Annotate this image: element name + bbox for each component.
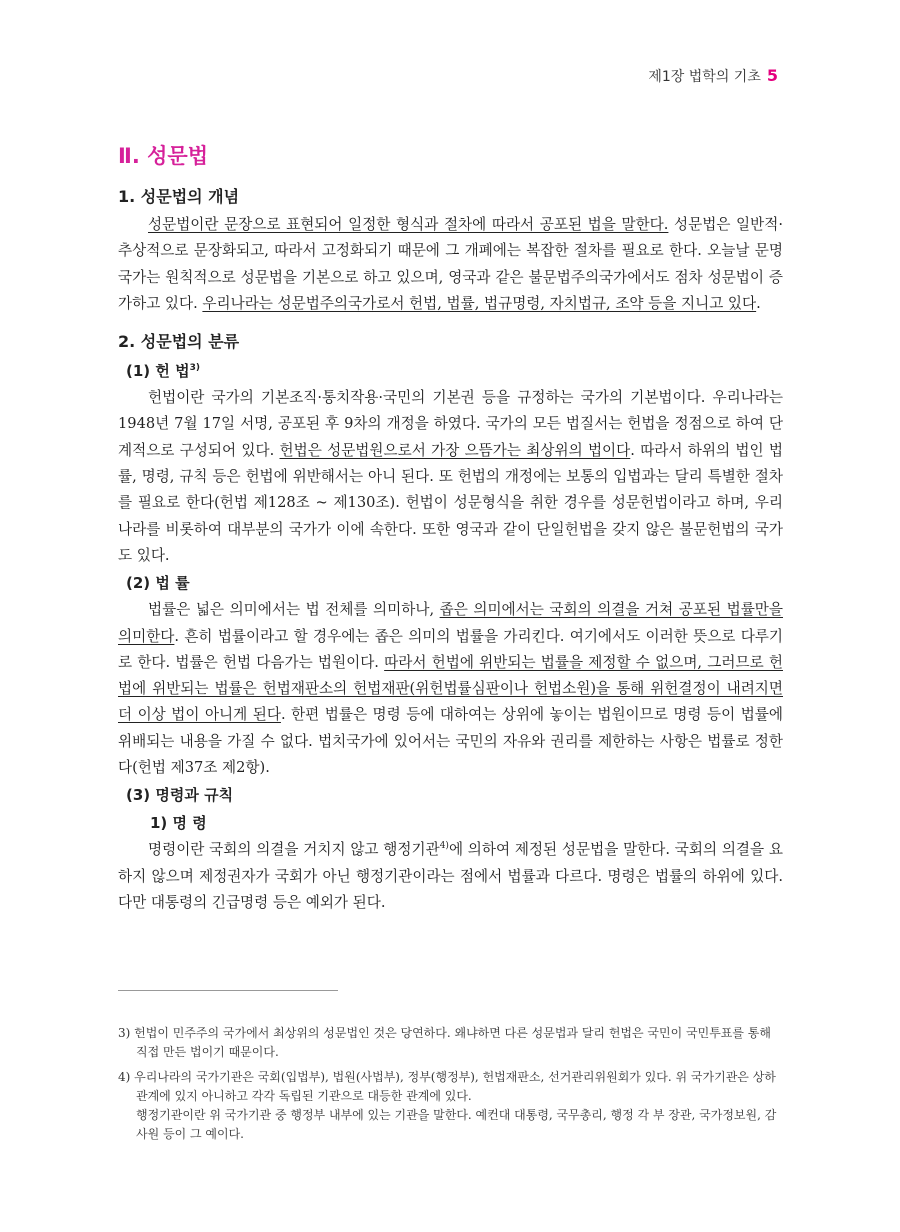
concept-underline-1: 성문법이란 문장으로 표현되어 일정한 형식과 절차에 따라서 공포된 법을 말한다. <box>148 216 669 233</box>
footnote-ref-3[interactable]: 3) <box>189 363 200 374</box>
footnote-4-mark: 4) <box>118 1070 131 1084</box>
constitution-heading <box>118 357 783 385</box>
concept-heading: 1. 성문법의 개념 <box>118 187 240 206</box>
footnote-divider <box>118 990 338 991</box>
footnote-3-text: 헌법이 민주주의 국가에서 최상위의 성문법인 것은 당연하다. 왜냐하면 다른 성문법과 달리 헌법은 국민이 국민투표를 통해 직접 만든 법이기 때문이다. <box>134 1026 771 1059</box>
constitution-text-2: . 따라서 하위의 법인 법률, 명령, 규칙 등은 헌법에 위반해서는 아니 된다. 또 헌법의 개정에는 보통의 입법과는 달리 특별한 절차를 필요로 한다(헌법 제128조 ~ 제130조). 헌법이 성문형식을 취한 경우를 성문헌법이라고 하며, 우리나라를 비롯하여 대부분의 국가가 이에 속한다. 또한 영국과 같이 단일헌법을 갖지 않은 불문헌법의 국가도 있다. <box>118 441 783 564</box>
law-underline-2: 따라서 헌법에 위반되는 법률을 제정할 수 없으며, 그러므로 헌법에 위반되는 법률은 헌법재판소의 헌법재판(위헌법률심판이나 헌법소원)을 통해 위헌결정이 내려지면 더 이상 법이 아니게 된다 <box>118 653 783 724</box>
orders-heading <box>118 781 783 809</box>
decree-text-2: 에 의하여 제정된 성문법을 말한다. 국회의 의결을 요하지 않으며 제정권자가 국회가 아닌 행정기관이라는 점에서 법률과 다르다. 명령은 법률의 하위에 있다. 다만 대통령의 긴급명령 등은 예외가 된다. <box>118 841 783 911</box>
law-title: 법 률 <box>155 574 190 593</box>
concept-paragraph <box>118 212 783 317</box>
classification-heading: 2. 성문법의 분류 <box>118 332 240 352</box>
footnote-3-mark: 3) <box>118 1026 131 1040</box>
footnote-4-text-2: 행정기관이란 위 국가기관 중 행정부 내부에 있는 기관을 말한다. 예컨대 대통령, 국무총리, 행정 각 부 장관, 국가정보원, 감사원 등이 그 예이다. <box>136 1108 777 1141</box>
footnote-ref-4[interactable]: 4) <box>439 841 449 852</box>
constitution-paragraph <box>118 385 783 569</box>
footnote-4-text-1: 우리나라의 국가기관은 국회(입법부), 법원(사법부), 정부(행정부), 헌법재판소, 선거관리위원회가 있다. 위 국가기관은 상하 관계에 있지 아니하고 각각 독립된 기관으로 대등한 관계에 있다. <box>134 1070 776 1103</box>
constitution-text-1: 헌법이란 국가의 기본조직·통치작용·국민의 기본권 등을 규정하는 국가의 기본법이다. 우리나라는 1948년 7월 17일 서명, 공포된 후 9차의 개정을 하였다. 국가의 모든 법질서는 헌법을 정점으로 하여 단계적으로 구성되어 있다. <box>118 389 783 459</box>
law-paragraph <box>118 597 783 781</box>
concept-text-2: . <box>756 294 761 312</box>
decree-paragraph <box>118 837 783 916</box>
law-underline-1: 좁은 의미에서는 국회의 의결을 거쳐 공포된 법률만을 의미한다 <box>118 601 783 645</box>
page-number: 5 <box>766 66 778 85</box>
concept-underline-2: 우리나라는 성문법주의국가로서 헌법, 법률, 법규명령, 자치법규, 조약 등을 지니고 있다 <box>202 294 757 312</box>
main-content <box>118 140 783 916</box>
constitution-underline-1: 헌법은 성문법원으로서 가장 으뜸가는 최상위의 법이다 <box>279 441 631 459</box>
running-head <box>648 66 778 86</box>
footnote-4 <box>118 1068 783 1144</box>
decree-text-1: 명령이란 국회의 의결을 거치지 않고 행정기관 <box>148 841 440 859</box>
law-text-3: . 한편 법률은 명령 등에 대하여는 상위에 놓이는 법원이므로 명령 등이 법률에 위배되는 내용을 가질 수 없다. 법치국가에 있어서는 국민의 자유와 권리를 제한하는 사항은 법률로 정한다(헌법 제37조 제2항). <box>118 706 783 777</box>
law-text-1: 법률은 넓은 의미에서는 법 전체를 의미하나, <box>148 601 440 619</box>
law-num: (2) <box>126 574 151 593</box>
constitution-num: (1) <box>126 362 151 381</box>
footnotes <box>118 1024 783 1150</box>
chapter-title: 제1장 법학의 기초 <box>648 69 761 85</box>
footnote-3 <box>118 1024 783 1062</box>
law-heading <box>118 569 783 597</box>
concept-text-1: 성문법은 일반적·추상적으로 문장화되고, 따라서 고정화되기 때문에 그 개폐에는 복잡한 절차를 필요로 한다. 오늘날 문명국가는 원칙적으로 성문법을 기본으로 하고 있으며, 영국과 같은 불문법주의국가에서도 점차 성문법이 증가하고 있다. <box>118 216 783 312</box>
orders-title: 명령과 규칙 <box>155 786 234 805</box>
constitution-title: 헌 법 <box>155 362 190 381</box>
law-text-2: . 흔히 법률이라고 할 경우에는 좁은 의미의 법률을 가리킨다. 여기에서도 이러한 뜻으로 다루기로 한다. 법률은 헌법 다음가는 법원이다. <box>118 627 783 671</box>
section-title: Ⅱ. 성문법 <box>118 144 208 168</box>
orders-num: (3) <box>126 786 151 805</box>
decree-num: 1) <box>150 814 168 833</box>
decree-title: 명 령 <box>172 814 207 833</box>
decree-heading <box>118 809 783 837</box>
